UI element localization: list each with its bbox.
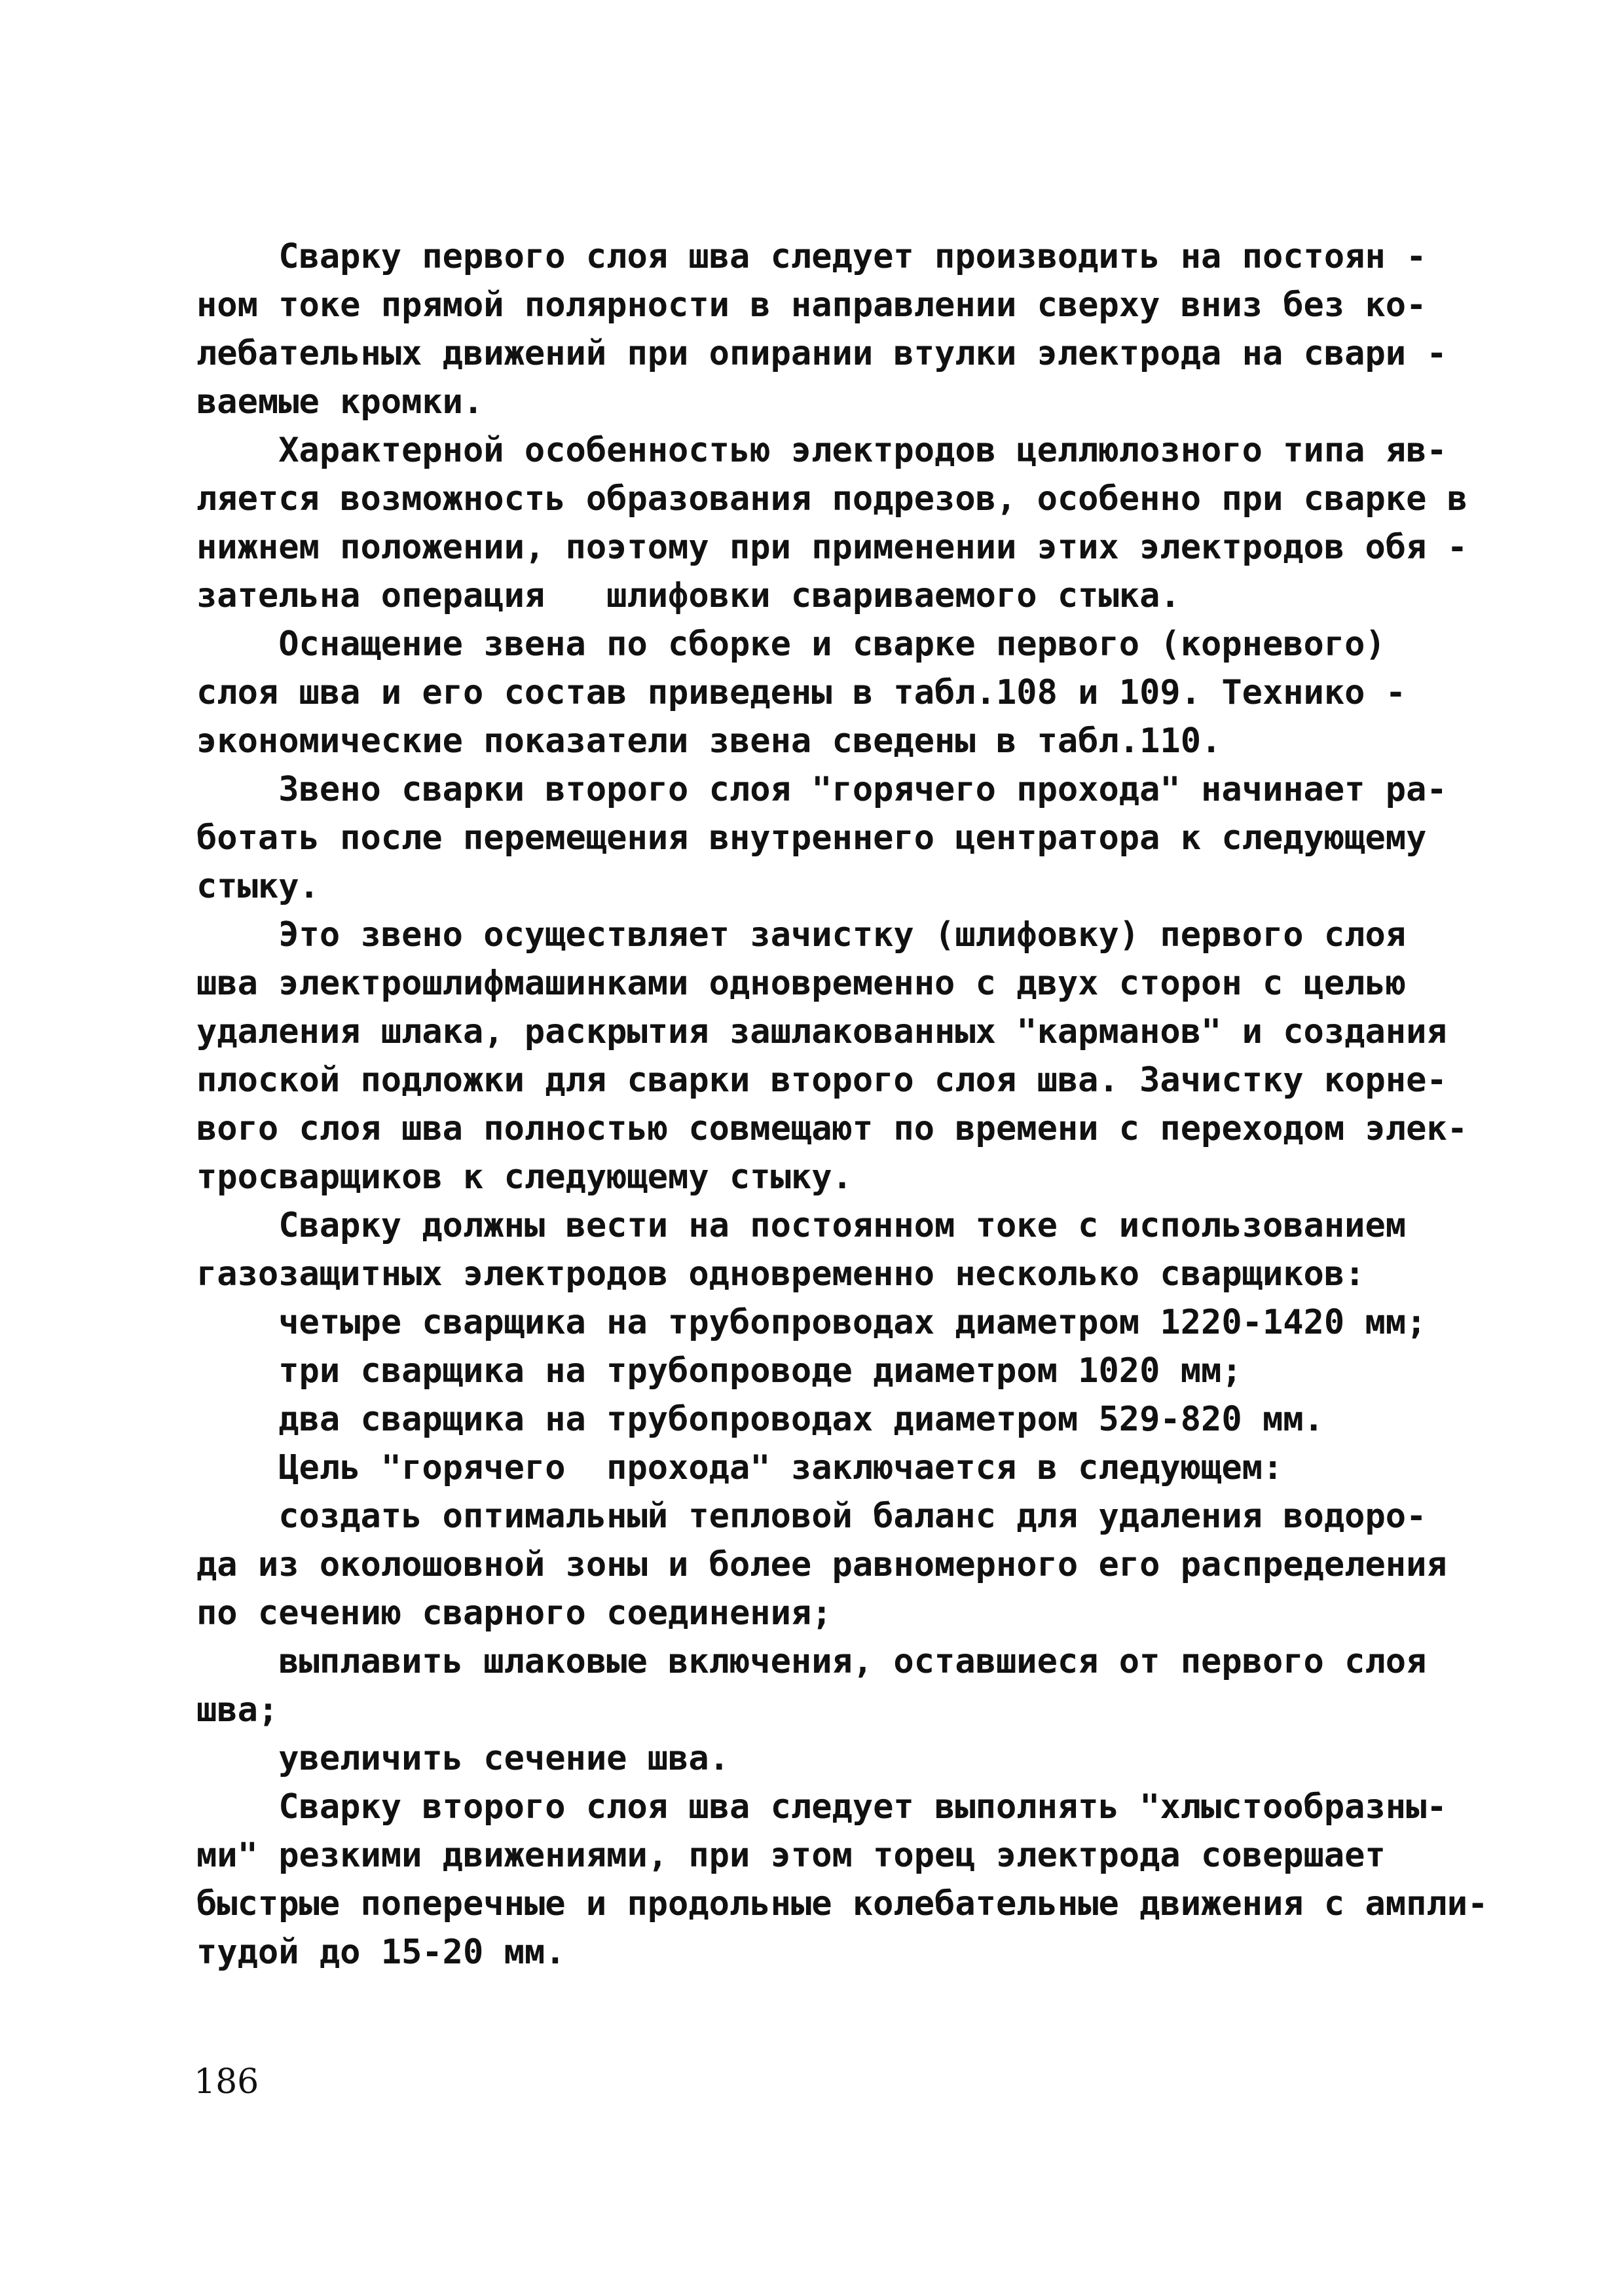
text-line: плоской подложки для сварки второго слоя шва. Зачистку корне- xyxy=(196,1061,1447,1100)
text-line: быстрые поперечные и продольные колебательные движения с ампли- xyxy=(196,1884,1488,1923)
text-line: увеличить сечение шва. xyxy=(196,1739,729,1778)
text-line: Сварку второго слоя шва следует выполнять "хлыстообразны- xyxy=(196,1787,1447,1827)
text-line: ботать после перемещения внутреннего центратора к следующему xyxy=(196,818,1427,858)
text-line: стыку. xyxy=(196,867,320,906)
text-line: да из околошовной зоны и более равномерного его распределения xyxy=(196,1545,1447,1584)
text-line: удаления шлака, раскрытия зашлакованных "карманов" и создания xyxy=(196,1012,1447,1051)
text-line: Характерной особенностью электродов целлюлозного типа яв- xyxy=(196,431,1447,470)
text-line: Оснащение звена по сборке и сварке первого (корневого) xyxy=(196,625,1386,664)
text-line: ляется возможность образования подрезов, особенно при сварке в xyxy=(196,479,1468,519)
text-line: по сечению сварного соединения; xyxy=(196,1594,832,1633)
body-text xyxy=(196,232,1488,1977)
text-line: Сварку должны вести на постоянном токе с использованием xyxy=(196,1206,1407,1245)
text-line: два сварщика на трубопроводах диаметром 529-820 мм. xyxy=(196,1400,1324,1439)
text-line: Звено сварки второго слоя "горячего прохода" начинает ра- xyxy=(196,770,1447,809)
text-line: нижнем положении, поэтому при применении этих электродов обя - xyxy=(196,528,1468,567)
text-line: тудой до 15-20 мм. xyxy=(196,1933,566,1972)
text-line: три сварщика на трубопроводе диаметром 1020 мм; xyxy=(196,1351,1242,1391)
text-line: тросварщиков к следующему стыку. xyxy=(196,1157,853,1197)
text-line: зательна операция шлифовки свариваемого стыка. xyxy=(196,576,1181,615)
text-line: слоя шва и его состав приведены в табл.108 и 109. Технико - xyxy=(196,673,1407,712)
text-line: Сварку первого слоя шва следует производить на постоян - xyxy=(196,237,1427,276)
text-line: ми" резкими движениями, при этом торец электрода совершает xyxy=(196,1836,1386,1875)
text-line: выплавить шлаковые включения, оставшиеся от первого слоя xyxy=(196,1642,1427,1681)
text-line: шва; xyxy=(196,1690,279,1730)
text-line: создать оптимальный тепловой баланс для удаления водоро- xyxy=(196,1497,1427,1536)
text-line: Это звено осуществляет зачистку (шлифовку) первого слоя xyxy=(196,915,1407,955)
text-line: четыре сварщика на трубопроводах диаметром 1220-1420 мм; xyxy=(196,1303,1427,1342)
text-line: ном токе прямой полярности в направлении сверху вниз без ко- xyxy=(196,285,1427,325)
text-line: ваемые кромки. xyxy=(196,382,484,422)
text-line: Цель "горячего прохода" заключается в следующем: xyxy=(196,1448,1283,1487)
text-line: шва электрошлифмашинками одновременно с двух сторон с целью xyxy=(196,964,1407,1003)
page-number: 186 xyxy=(194,2062,259,2102)
text-line: экономические показатели звена сведены в табл.110. xyxy=(196,721,1222,761)
text-line: газозащитных электродов одновременно несколько сварщиков: xyxy=(196,1254,1365,1294)
text-line: вого слоя шва полностью совмещают по времени с переходом элек- xyxy=(196,1109,1468,1148)
text-line: лебательных движений при опирании втулки электрода на свари - xyxy=(196,334,1447,373)
